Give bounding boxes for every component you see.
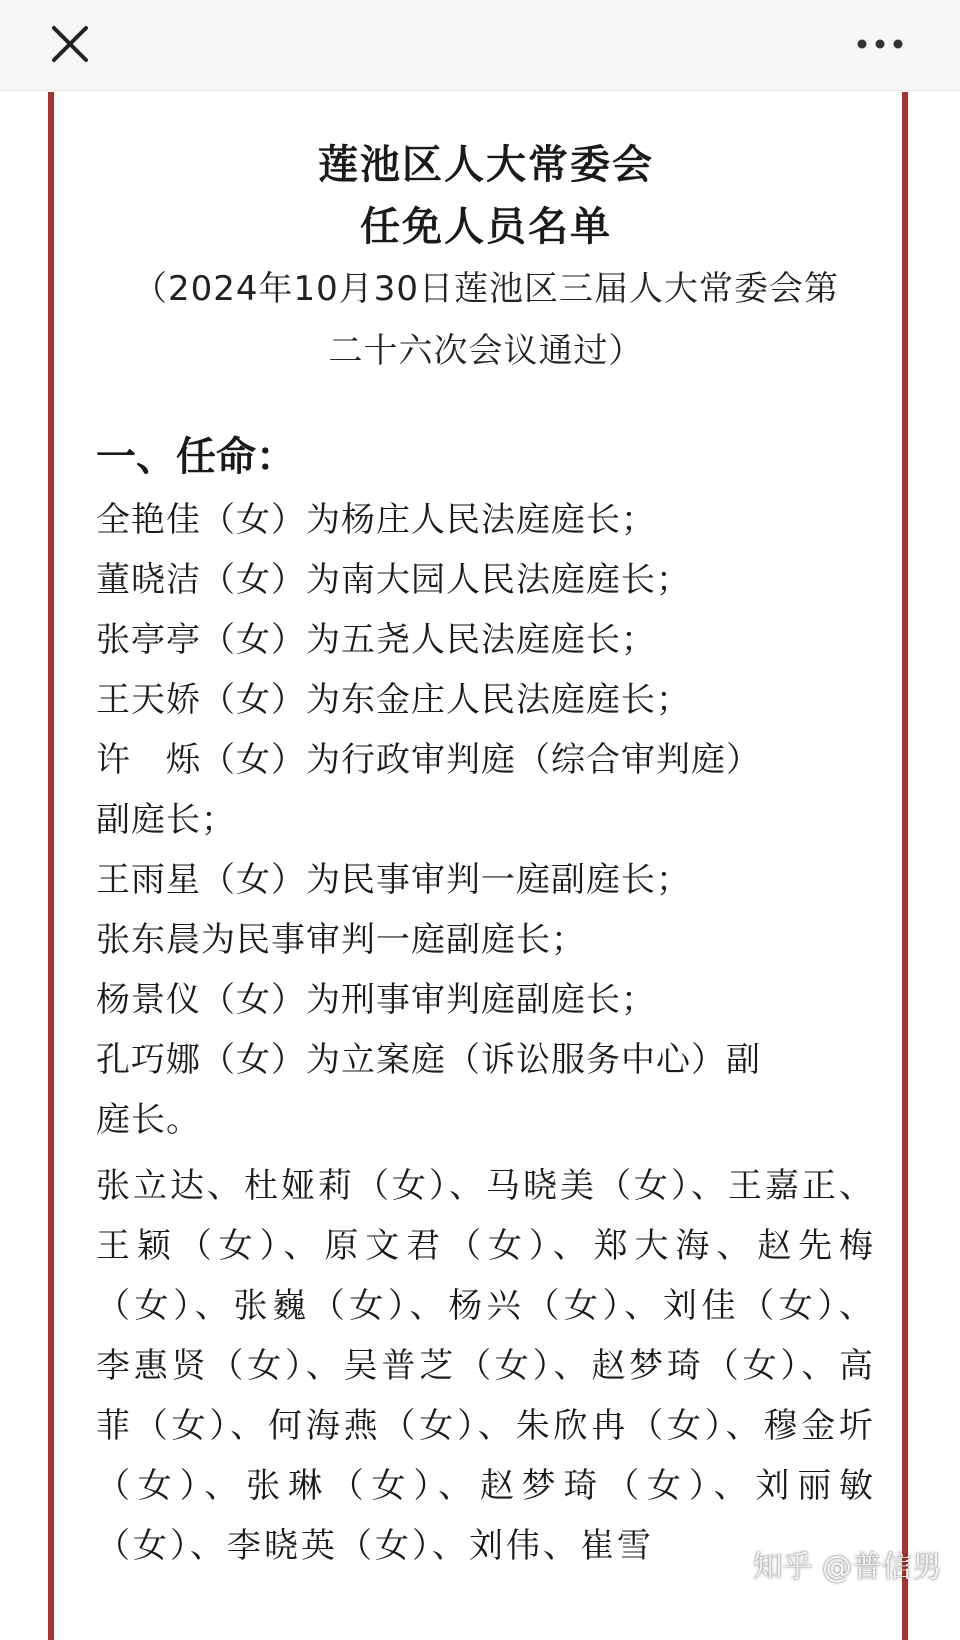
appointment-line: 董晓洁（女）为南大园人民法庭庭长；	[96, 560, 691, 600]
section-heading: 一、任命：	[96, 434, 296, 480]
appointment-line: 全艳佳（女）为杨庄人民法庭庭长；	[96, 500, 656, 540]
close-icon	[48, 22, 92, 66]
document-page	[48, 92, 908, 1640]
document-subtitle: （2024年10月30日莲池区三届人大常委会第	[132, 269, 840, 309]
document-content	[96, 92, 876, 1576]
close-button[interactable]	[48, 22, 92, 66]
appointment-line: 王天娇（女）为东金庄人民法庭庭长；	[96, 680, 691, 720]
appointment-list	[96, 490, 876, 1150]
appointment-line: 张东晨为民事审判一庭副庭长；	[96, 920, 586, 960]
top-toolbar	[0, 0, 960, 91]
appointment-line: 孔巧娜（女）为立案庭（诉讼服务中心）副	[96, 1040, 761, 1080]
document-title-second-line: 任免人员名单	[360, 204, 612, 250]
appointment-line: 王雨星（女）为民事审判一庭副庭长；	[96, 860, 691, 900]
appointment-line: 庭长。	[96, 1100, 201, 1140]
more-horizontal-icon	[852, 24, 912, 64]
appointment-line: 许 烁（女）为行政审判庭（综合审判庭）	[96, 740, 761, 780]
document-subtitle-second-line: 二十六次会议通过）	[328, 331, 644, 371]
document-title: 莲池区人大常委会	[318, 142, 654, 188]
appointment-line: 张亭亭（女）为五尧人民法庭庭长；	[96, 620, 656, 660]
names-paragraph: 张立达、杜娅莉（女）、马晓美（女）、王嘉正、王颖（女）、原文君（女）、郑大海、赵先梅（女）、张巍（女）、杨兴（女）、刘佳（女）、李惠贤（女）、吴普芝（女）、赵梦琦（女）、高菲（女）、何海燕（女）、朱欣冉（女）、穆金圻（女）、张琳（女）、赵梦琦（女）、刘丽敏（女）、李晓英（女）、刘伟、崔雪	[96, 1166, 876, 1566]
appointment-line: 杨景仪（女）为刑事审判庭副庭长；	[96, 980, 656, 1020]
more-options-button[interactable]	[852, 24, 912, 64]
appointment-line: 副庭长；	[96, 800, 236, 840]
zhihu-watermark: 知乎 @普信男	[752, 1550, 942, 1585]
